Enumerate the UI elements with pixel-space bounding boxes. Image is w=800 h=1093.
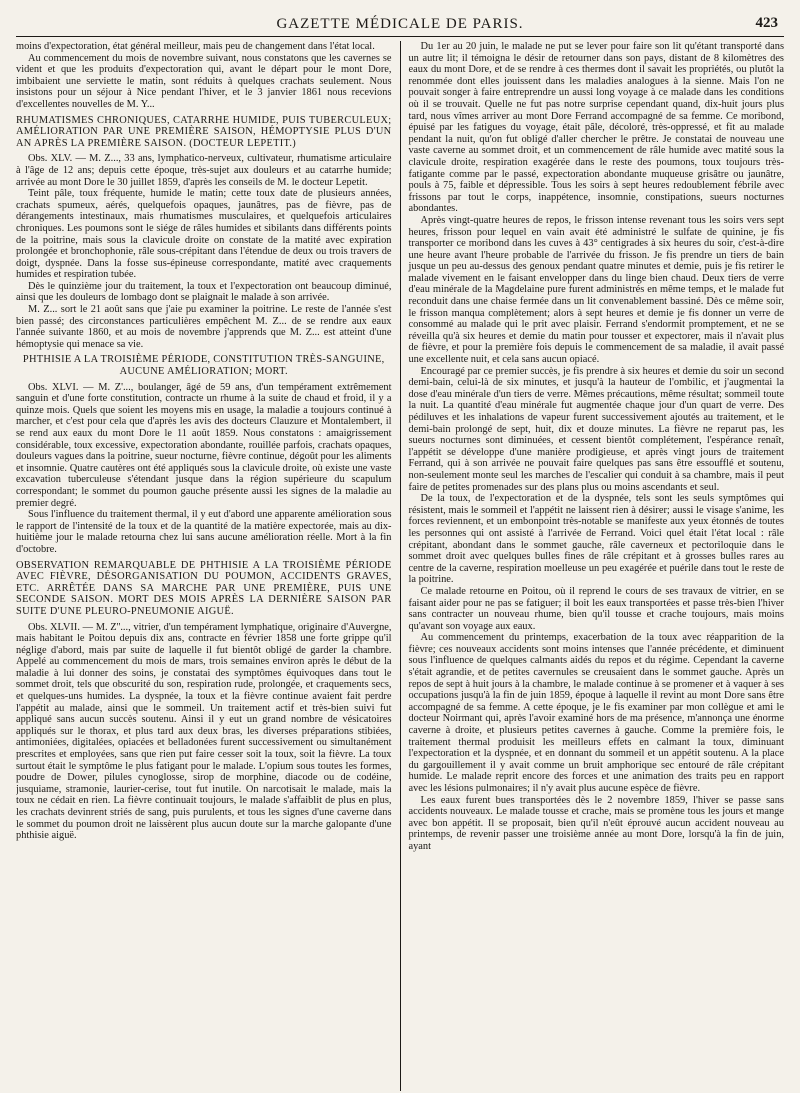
left-column bbox=[16, 41, 392, 1091]
column-divider bbox=[400, 41, 401, 1091]
text-columns bbox=[16, 41, 784, 1091]
section-heading: RHUMATISMES CHRONIQUES, CATARRHE HUMIDE, PUIS TUBERCULEUX; AMÉLIORATION PAR UNE PREMIÈRE SAISON, HÉMOPTYSIE PLUS D'UN AN APRÈS LA PREMIÈRE SAISON. (DOCTEUR LEPETIT.) bbox=[16, 114, 392, 149]
page-header bbox=[16, 12, 784, 37]
paragraph: De la toux, de l'expectoration et de la dyspnée, tels sont les seuls symptômes qui résistent, mais le sommeil et l'appétit ne laissent rien à désirer; aussi le visage s'anime, les forces reviennent, et un embonpoint très-notable se manifeste aux yeux étonnés de toutes les personnes qui ont assisté à l'arrivée de Ferrand. Voici quel était l'état local : râle crépitant, abondant dans le sommet gauche, râle caverneux et pectoriloquie dans le sommet droit avec quelques bulles fines de râle crépitant et à grosses bulles rares au centre de la caverne, respiration moelleuse un peu exagérée et puérile dans tout le reste de la poitrine. bbox=[408, 493, 784, 586]
observation-paragraph: Obs. XLVII. — M. Z''..., vitrier, d'un tempérament lymphatique, originaire d'Auvergne, mais habitant le Poitou depuis dix ans, contracte en février 1858 une forte grippe qu'il néglige d'abord, mais par suite de laquelle il fut bientôt obligé de garder la chambre. Appelé au commencement du mois de mars, trois semaines environ après le début de la maladie à lui donner des soins, je constatai des symptômes équivoques dans tout le sommet droit, tels que obscurité du son, respiration rude, prolongée, et craquements secs, et quelques-uns humides. La dyspnée, la toux et la fièvre continue avaient fait perdre l'appétit au malade, ainsi que le sommeil. Un traitement actif et très-bien suivi fut appliqué sans aucun succès soutenu. Ainsi il y eut un grand nombre de vésicatoires appliqués sur le thorax, et plus tard aux deux bras, les diverses préparations stibiées, antimoniées, digitalées, opiacées et belladonées furent successivement ou simultanément prescrites et employées, sans que rien put faire cesser soit la toux, soit la fièvre. La toux surtout était le symptôme le plus fatigant pour le malade. L'opium sous toutes les formes, poudre de Dower, pilules cynoglosse, sirop de morphine, diacode ou de codéine, jusquiame, stramonie, laurier-cerise, tout fut inutile. On narcotisait le malade, mais la toux ne cédait en rien. La fièvre continuait toujours, le malade s'affaiblit de plus en plus, les crachats devinrent striés de sang, puis purulents, et tous les signes d'une caverne dans le sommet du poumon droit ne laissèrent plus aucun doute sur la marche galopante d'une phthisie aiguë. bbox=[16, 621, 392, 842]
right-column bbox=[408, 41, 784, 1091]
paragraph: Encouragé par ce premier succès, je fis prendre à six heures et demie du soir un second demi-bain, celui-là de six minutes, et jusqu'à la hauteur de l'ombilic, et j'augmentai la dose d'eau minérale d'un tiers de verre. Mêmes précautions, même résultat; sommeil toute la nuit. La quantité d'eau minérale fut augmentée chaque jour d'un quart de verre. Des pédiluves et les inhalations de vapeur furent successivement ajoutés au traitement, et le demi-bain prolongé de sept, huit, dix et douze minutes. La fièvre ne reparut pas, les sueurs nocturnes sont diminuées, et cessent bientôt complétement, l'espérance renaît, l'appétit se développe d'une manière prodigieuse, et après vingt jours de traitement Ferrand, qui à son arrivée ne pouvait faire quelques pas sans être essoufflé et soutenu, non-seulement monte seul les marches de l'escalier qui conduit à sa chambre, mais il peut faire de petites promenades sur des plans plus ou moins ascendants et seul. bbox=[408, 365, 784, 493]
page-number: 423 bbox=[755, 15, 778, 31]
paragraph: moins d'expectoration, état général meilleur, mais peu de changement dans l'état local. bbox=[16, 41, 375, 52]
paragraph: Au commencement du mois de novembre suivant, nous constatons que les cavernes se vident et que les produits d'expectoration qui, avant le départ pour le mont Dore, imbibaient une serviette le matin, sont réduits à quelques crachats seulement. Nous insistons pour un séjour à Nice pendant l'hiver, et le 3 janvier 1861 nous recevions d'excellentes nouvelles de M. Y... bbox=[16, 52, 392, 110]
paragraph: Au commencement du printemps, exacerbation de la toux avec réapparition de la fièvre; ces nouveaux accidents sont moins intenses que l'année précédente, et diminuent sous l'influence de quelques calmants aidés du repos et du régime. Cependant la caverne s'était agrandie, et de petites cavernules se creusaient dans le sommet gauche. Après un repos de sept à huit jours à la chambre, le malade continue à se promener et à vaquer à ses occupations jusqu'à la fin de juin 1859, époque à laquelle il revint au mont Dore sans être accompagné de sa femme. A cette époque, je le fis examiner par mon collègue et ami le docteur Noirmant qui, après l'avoir examiné hors de ma présence, m'annonça une énorme caverne à droite, et plusieurs petites cavernes à gauche. Comme la première fois, le traitement thermal produisit les meilleurs effets en calmant la toux, diminuant l'expectoration et la dyspnée, et en donnant du sommeil et un appétit soutenu. A la place du gargouillement il y avait comme un bruit amphorique sec entouré de râle crépitant humide. Le malade reprit encore des forces et une animation des traits peu en rapport avec les lésions pulmonaires; il n'y avait plus aucune espèce de fièvre. bbox=[408, 632, 784, 794]
paragraph: Teint pâle, toux fréquente, humide le matin; cette toux date de plusieurs années, crachats spumeux, aérés, quelquefois opaques, jaunâtres, pas de fièvre, pas de dérangements intestinaux, mais rhumatismes musculaires, et quelquefois articulaires chroniques. Les poumons sont le siége de râles humides et sibilants dans différents points de la poitrine, mais sous la clavicule droite on constate de la matité avec expiration prolongée et bronchophonie, râle sous-crépitant dans l'étendue de deux ou trois travers de doigt, dyspnée. Dans la fosse sus-épineuse correspondante, matité avec craquements humides et respiration tubée. bbox=[16, 188, 392, 281]
observation-paragraph: Obs. XLVI. — M. Z'..., boulanger, âgé de 59 ans, d'un tempérament extrêmement sanguin et d'une forte constitution, contracte un rhume à la suite de chaud et froid, il y a quinze mois. Quels que soient les moyens mis en usage, la maladie a toujours continué à marcher, et c'est pour cela que d'après les avis des docteurs Clauzure et Montalembert, il se rend aux eaux du mont Dore le 11 août 1859. Nous constatons : amaigrissement considérable, toux excessive, expectoration abondante, rouillée parfois, crachats opaques, douleurs vagues dans la poitrine, sueur nocturne, fièvre continue, dégoût pour les aliments et insomnie. Quatre cautères ont été appliqués sous la clavicule droite, où existe une vaste excavation tuberculeuse s'étendant jusque dans la région supérieure du scapulum correspondant; le sommet du poumon gauche présente aussi les signes de la maladie au premier degré. bbox=[16, 381, 392, 509]
observation-paragraph: Obs. XLV. — M. Z..., 33 ans, lymphatico-nerveux, cultivateur, rhumatisme articulaire à l'âge de 12 ans; depuis cette époque, très-sujet aux douleurs et au catarrhe humide; arrivée au mont Dore le 30 juillet 1859, d'après les conseils de M. le docteur Lepetit. bbox=[16, 153, 392, 188]
paragraph: Dès le quinzième jour du traitement, la toux et l'expectoration ont beaucoup diminué, ainsi que les douleurs de lombago dont se plaignait le malade à son arrivée. bbox=[16, 280, 392, 304]
section-heading: PHTHISIE A LA TROISIÈME PÉRIODE, CONSTITUTION TRÈS-SANGUINE, AUCUNE AMÉLIORATION; MORT. bbox=[22, 354, 385, 378]
paragraph: Sous l'influence du traitement thermal, il y eut d'abord une apparente amélioration sous le rapport de l'intensité de la toux et de la quantité de la matière expectorée, mais au dix-huitième jour le malade retourna chez lui sans aucune amélioration réelle. Mort à la fin d'octobre. bbox=[16, 509, 392, 555]
paragraph: Du 1er au 20 juin, le malade ne put se lever pour faire son lit qu'étant transporté dans un autre lit; il témoigna le désir de retourner dans son pays, distant de 8 kilomètres des eaux du mont Dore, et de se rendre à ces thermes dont il savait les propriétés, ou plutôt la renommée dont elles jouissent dans les maladies analogues à la sienne. Mais l'on ne pouvait songer à faire entreprendre un aussi long voyage à ce malade dans les conditions où il se trouvait. Quelle ne fut pas notre surprise cependant quand, dix-huit jours plus tard, nous vîmes arriver au mont Dore Ferrand accompagné de sa femme. Ce moribond, épuisé par les fatigues du voyage, était pâle, décoloré, très-oppressé, et fit au malade pendant la nuit, qu'on fut obligé d'aller chercher le prêtre. Je constatai de nouveau une vaste caverne au sommet droit, et un commencement de râle humide avec matité sous la clavicule droite, respiration exagérée dans le reste des poumons, toux toujours très-fatigante comme par le passé, expectoration abondante muqueuse grisâtre ou jaunâtre, pouls à 75, faible et dépressible. Tous les soirs à sept heures redoublement fébrile avec frissons par tout le corps, inappétence, insomnie, constipations, sueurs nocturnes abondantes. bbox=[408, 41, 784, 215]
paragraph: M. Z... sort le 21 août sans que j'aie pu examiner la poitrine. Le reste de l'année s'est bien passé; des circonstances particulières empêchent M. Z... de se rendre aux eaux l'année suivante 1860, et au mois de novembre j'apprends que M. Z... est atteint d'une hémoptysie qui menace sa vie. bbox=[16, 304, 392, 350]
paragraph: Ce malade retourne en Poitou, où il reprend le cours de ses travaux de vitrier, en se faisant aider pour ne pas se fatiguer; il boit les eaux transportées et passe très-bien l'hiver sans contracter un nouveau rhume, bien qu'il tousse et crache toujours, mais moins qu'avant son voyage aux eaux. bbox=[408, 585, 784, 632]
paragraph: Après vingt-quatre heures de repos, le frisson intense revenant tous les soirs vers sept heures, frisson pour lequel en vain avait été administré le sulfate de quinine, je fis transporter ce moribond dans les cuves à 43° centigrades à six heures du soir, c'est-à-dire une heure avant l'heure probable de l'arrivée du frisson. Je fis prendre un tiers de bain jusque un peu au-dessus des genoux pendant quatre minutes et demie, puis je fis retirer le malade vivement en le faisant envelopper dans du linge bien chaud. Deux tiers de verre d'eau minérale de la Magdelaine pure furent administrés en même temps, et le malade fut reconduit dans une chaise fermée dans un lit convenablement bassiné. Dès ce même soir, le frisson manqua complètement; alors à sept heures et demie je fis donner un verre de consommé au malade qui le prit avec plaisir. Ferrand s'endormit promptement, et ne se réveilla qu'à six heures et demie du matin pour tousser et expectorer, mais il n'avait plus de fièvre, et pour la première fois depuis le commencement de sa maladie, il avait passé une excellente nuit, et cela sans aucun opiacé. bbox=[408, 214, 784, 366]
section-heading: OBSERVATION REMARQUABLE DE PHTHISIE A LA TROISIÈME PÉRIODE AVEC FIÈVRE, DÉSORGANISATION DU POUMON, ACCIDENTS GRAVES, ETC. ARRÊTÉE DANS SA MARCHE PAR UNE PREMIÈRE, PUIS UNE SECONDE SAISON. MORT DES MOIS APRÈS LA DERNIÈRE SAISON PAR SUITE D'UNE PLEURO-PNEUMONIE AIGUË. bbox=[16, 559, 392, 617]
journal-title: GAZETTE MÉDICALE DE PARIS. bbox=[276, 16, 524, 32]
paragraph: Les eaux furent bues transportées dès le 2 novembre 1859, l'hiver se passe sans accidents nouveaux. Le malade tousse et crache, mais se promène tous les jours et mange avec bon appétit. Il se proposait, bien qu'il n'eût éprouvé aucun accident nouveau au printemps, de revenir passer une troisième année au mont Dore, lorsqu'à la fin de juin, ayant bbox=[408, 794, 784, 852]
